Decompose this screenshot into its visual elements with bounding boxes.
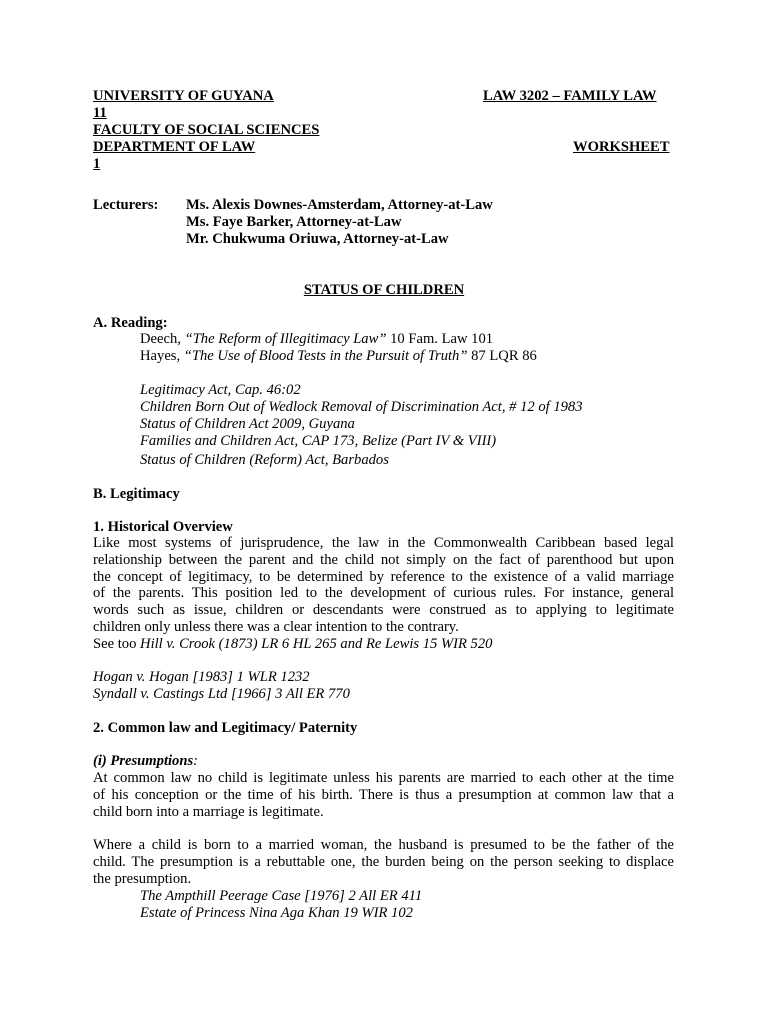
department-name: DEPARTMENT OF LAW [93,139,256,155]
reading-item: Deech, “The Reform of Illegitimacy Law” 10 Fam. Law 101 [140,331,494,347]
legitimacy-heading: B. Legitimacy [93,486,180,502]
course-code-wrap: 11 [93,105,107,121]
reading-heading: A. Reading: [93,315,168,331]
case-citation: Syndall v. Castings Ltd [1966] 3 All ER 770 [93,686,350,702]
historical-overview-paragraph: Like most systems of jurisprudence, the law in the Commonwealth Caribbean based legal relationship between the parent and the child not simply on the fact of parenthood but upon the concept of legitimacy, to be determined by reference to the existence of a valid marriage of the parents. This position led to the development of curious rules. For instance, general words such as issue, children or descendants were construed as to applying to legitimate children only unless there was a clear intention to the contrary. [93,535,674,635]
presumptions-heading: (i) Presumptions: [93,753,199,769]
worksheet-number: 1 [93,156,101,172]
university-name: UNIVERSITY OF GUYANA [93,88,274,104]
statute-item: Children Born Out of Wedlock Removal of Discrimination Act, # 12 of 1983 [140,399,583,415]
faculty-name: FACULTY OF SOCIAL SCIENCES [93,122,320,138]
statute-item: Status of Children Act 2009, Guyana [140,416,355,432]
statute-item: Status of Children (Reform) Act, Barbados [140,452,389,468]
common-law-heading: 2. Common law and Legitimacy/ Paternity [93,720,358,736]
presumptions-paragraph: At common law no child is legitimate unless his parents are married to each other at the time of his conception or the time of his birth. There is thus a presumption at common law that a child born into a marriage is legitimate. [93,770,674,820]
historical-overview-heading: 1. Historical Overview [93,519,233,535]
statute-item: Legitimacy Act, Cap. 46:02 [140,382,301,398]
case-citation: Estate of Princess Nina Aga Khan 19 WIR 102 [140,905,413,921]
case-citation: The Ampthill Peerage Case [1976] 2 All ER 411 [140,888,423,904]
lecturers-label: Lecturers: [93,197,159,213]
statute-item: Families and Children Act, CAP 173, Belize (Part IV & VIII) [140,433,497,449]
married-woman-paragraph: Where a child is born to a married woman, the husband is presumed to be the father of the child. The presumption is a rebuttable one, the burden being on the person seeking to displace the presumption. [93,837,674,887]
reading-item: Hayes, “The Use of Blood Tests in the Pursuit of Truth” 87 LQR 86 [140,348,537,364]
lecturer-name: Mr. Chukwuma Oriuwa, Attorney-at-Law [186,231,449,247]
lecturer-name: Ms. Alexis Downes-Amsterdam, Attorney-at-Law [186,197,493,213]
see-too-line: See too Hill v. Crook (1873) LR 6 HL 265 and Re Lewis 15 WIR 520 [93,636,493,652]
case-citation: Hogan v. Hogan [1983] 1 WLR 1232 [93,669,310,685]
course-code: LAW 3202 – FAMILY LAW [483,88,657,104]
lecturer-name: Ms. Faye Barker, Attorney-at-Law [186,214,402,230]
worksheet-label: WORKSHEET [573,139,670,155]
document-title: STATUS OF CHILDREN [303,282,465,298]
